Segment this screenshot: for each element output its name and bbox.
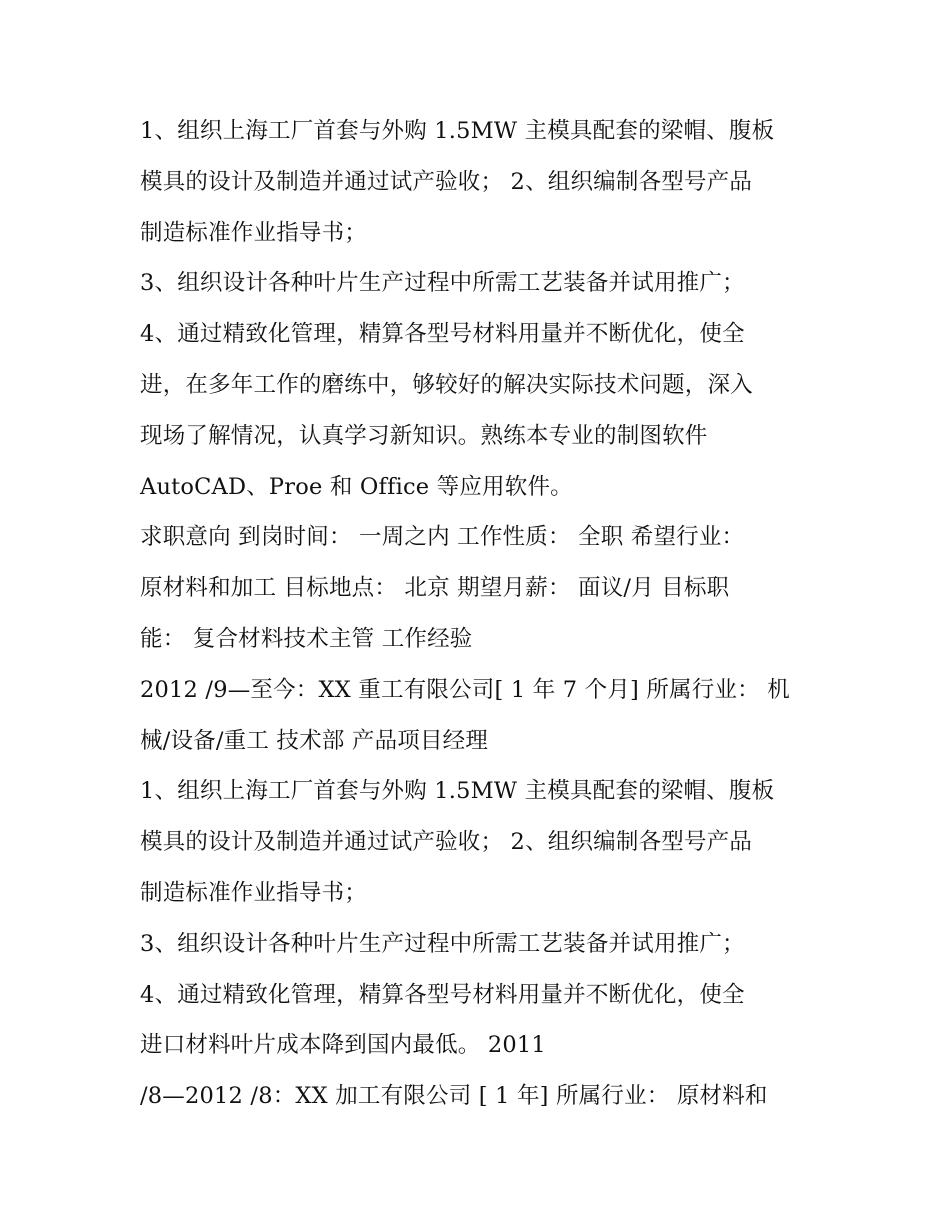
text-line: 3、组织设计各种叶片生产过程中所需工艺装备并试用推广； (140, 270, 745, 297)
work-experience-line: 械/设备/重工 技术部 产品项目经理 (140, 727, 489, 754)
work-experience-line: 2012 /9—至今：XX 重工有限公司[ 1 年 7 个月] 所属行业： 机 (140, 676, 790, 703)
work-experience-line: /8—2012 /8：XX 加工有限公司 [ 1 年] 所属行业： 原材料和 (140, 1083, 768, 1110)
text-line: 模具的设计及制造并通过试产验收； 2、组织编制各型号产品 (140, 168, 753, 195)
text-line: 制造标准作业指导书； (140, 219, 368, 246)
text-line: 4、通过精致化管理，精算各型号材料用量并不断优化，使全 (140, 981, 745, 1008)
text-line: 进口材料叶片成本降到国内最低。 2011 (140, 1032, 546, 1059)
text-line: 1、组织上海工厂首套与外购 1.5MW 主模具配套的梁帽、腹板 (140, 118, 775, 144)
job-intention-line: 能： 复合材料技术主管 工作经验 (140, 625, 473, 652)
job-intention-line: 求职意向 到岗时间： 一周之内 工作性质： 全职 希望行业： (140, 524, 745, 551)
job-intention-line: 原材料和加工 目标地点： 北京 期望月薪： 面议/月 目标职 (140, 575, 730, 602)
text-line: 4、通过精致化管理，精算各型号材料用量并不断优化，使全 (140, 321, 745, 348)
text-line: 现场了解情况，认真学习新知识。熟练本专业的制图软件 (140, 422, 708, 449)
text-line: 模具的设计及制造并通过试产验收； 2、组织编制各型号产品 (140, 829, 753, 856)
text-line: 制造标准作业指导书； (140, 879, 368, 906)
text-line: 进，在多年工作的磨练中，够较好的解决实际技术问题，深入 (140, 371, 753, 398)
text-line: 3、组织设计各种叶片生产过程中所需工艺装备并试用推广； (140, 930, 745, 957)
text-line: AutoCAD、Proe 和 Office 等应用软件。 (140, 473, 573, 500)
text-line: 1、组织上海工厂首套与外购 1.5MW 主模具配套的梁帽、腹板 (140, 778, 775, 805)
document-body (140, 106, 830, 1122)
